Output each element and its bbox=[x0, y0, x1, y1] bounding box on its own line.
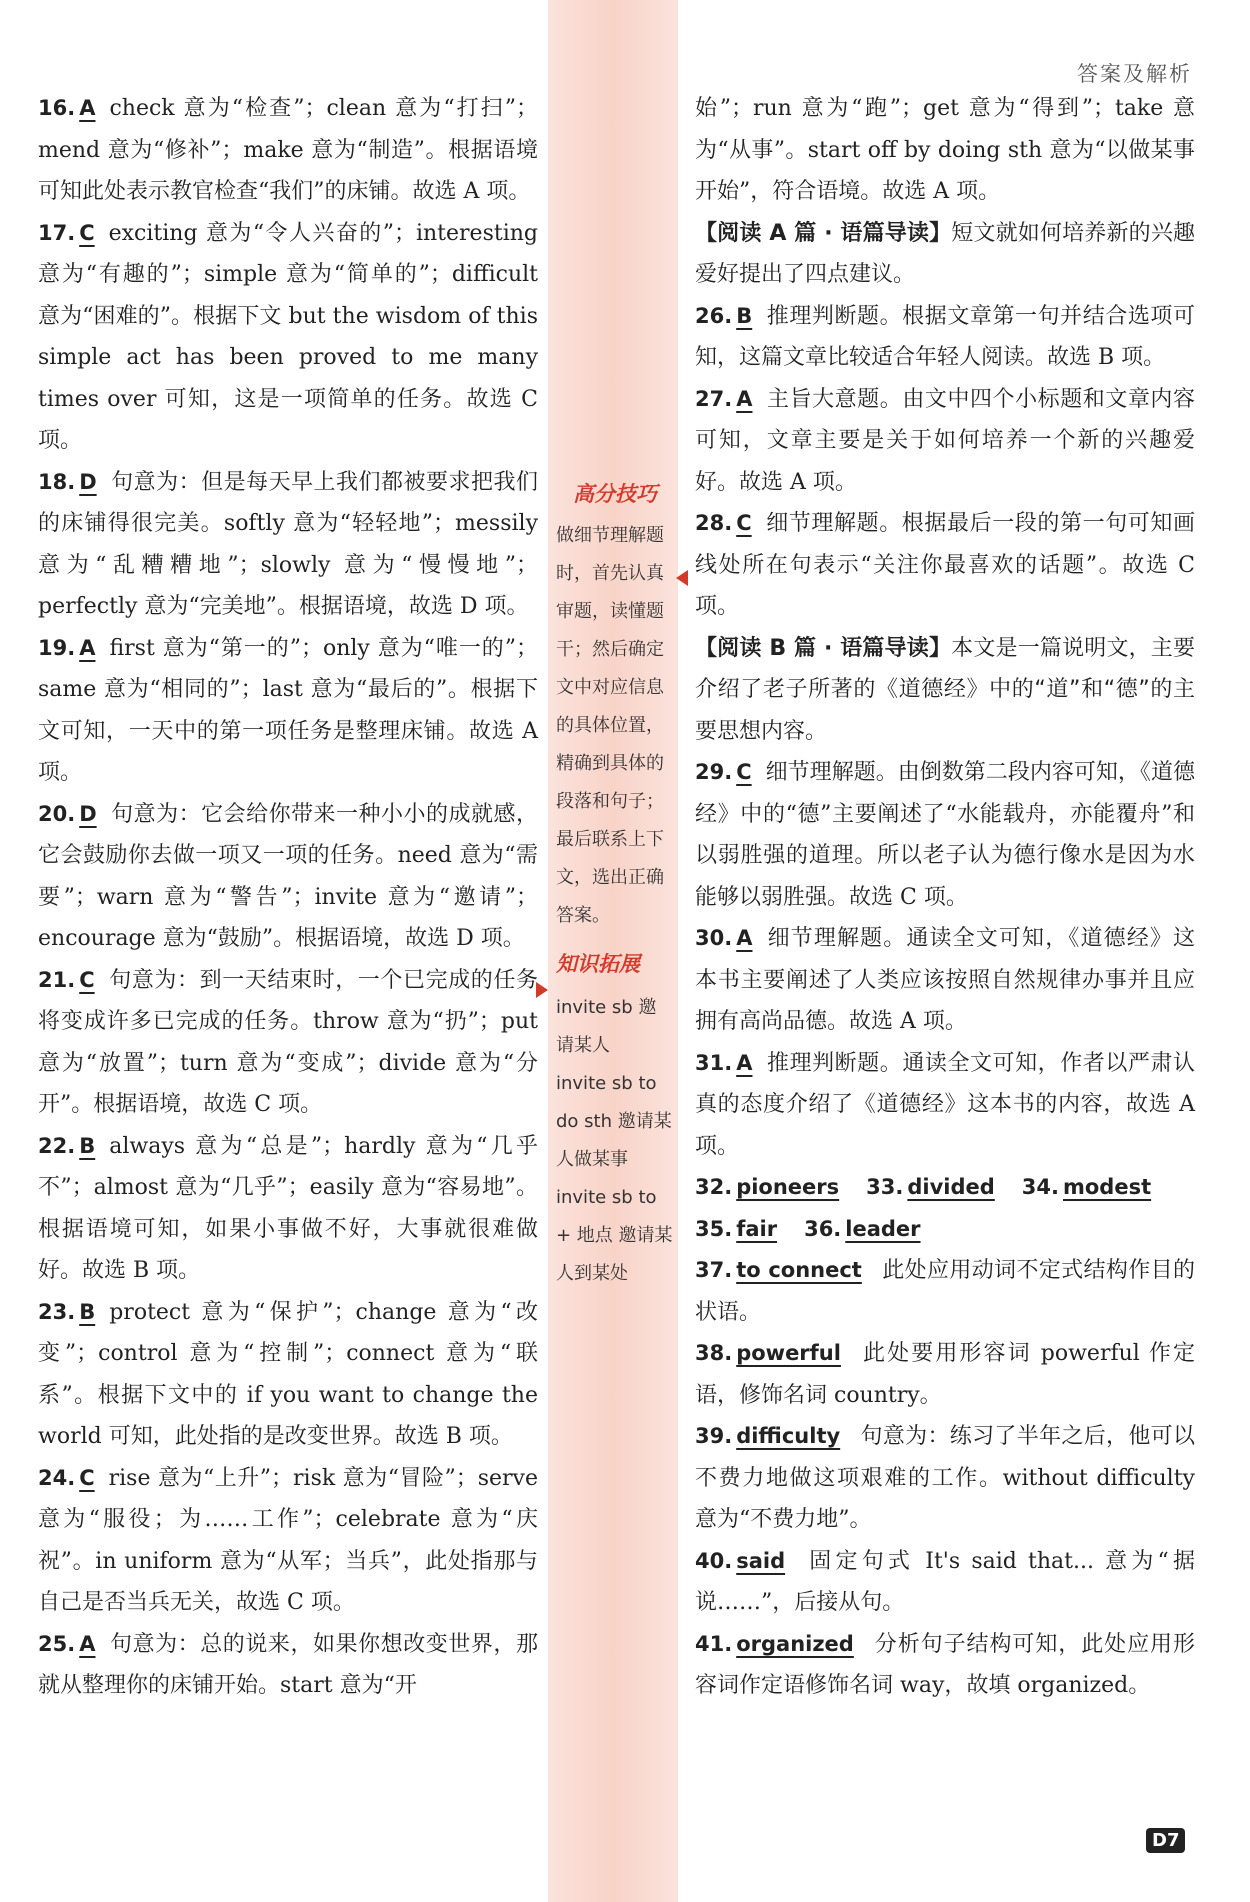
question-number: 39. bbox=[695, 1424, 733, 1448]
answer-letter: difficulty bbox=[736, 1424, 841, 1448]
answer-letter: B bbox=[79, 1133, 96, 1158]
answer-item bbox=[695, 1250, 1195, 1333]
answer-item bbox=[38, 213, 538, 462]
question-number: 27. bbox=[695, 386, 733, 411]
question-number: 41. bbox=[695, 1631, 733, 1656]
answer-letter: B bbox=[736, 303, 753, 328]
continuation-text: 始”；run 意为“跑”；get 意为“得到”；take 意为“从事”。start off by doing sth 意为“以做某事开始”，符合语境。故选 A 项。 bbox=[695, 96, 1195, 204]
explanation-text: 固定句式 It's said that... 意为“据说……”，后接从句。 bbox=[695, 1548, 1195, 1615]
answer-item bbox=[38, 1624, 538, 1707]
question-number: 18. bbox=[38, 469, 76, 494]
fill-answer: divided bbox=[907, 1175, 995, 1199]
page-header: 答案及解析 bbox=[1077, 62, 1192, 86]
question-number: 40. bbox=[695, 1548, 733, 1573]
answer-letter: D bbox=[79, 801, 97, 826]
question-number: 36. bbox=[804, 1216, 842, 1241]
fill-answer: fair bbox=[736, 1216, 778, 1241]
answer-item bbox=[38, 960, 538, 1126]
answer-item bbox=[695, 752, 1195, 918]
question-number: 20. bbox=[38, 801, 76, 826]
question-number: 35. bbox=[695, 1216, 733, 1241]
tip-title-high-score: 高分技巧 bbox=[573, 481, 657, 506]
guide-a bbox=[695, 213, 1195, 296]
fill-answer: modest bbox=[1063, 1175, 1152, 1199]
explanation-text: check 意为“检查”；clean 意为“打扫”；mend 意为“修补”；make 意为“制造”。根据语境可知此处表示教官检查“我们”的床铺。故选 A 项。 bbox=[38, 96, 538, 204]
explanation-text: 细节理解题。通读全文可知，《道德经》这本书主要阐述了人类应该按照自然规律办事并且应拥有高尚品德。故选 A 项。 bbox=[695, 926, 1195, 1034]
explanation-text: 推理判断题。通读全文可知，作者以严肃认真的态度介绍了《道德经》这本书的内容，故选 A 项。 bbox=[695, 1050, 1195, 1159]
question-number: 33. bbox=[866, 1175, 904, 1199]
answer-item bbox=[38, 628, 538, 794]
answer-letter: A bbox=[736, 1050, 753, 1075]
answer-item bbox=[38, 88, 538, 213]
question-number: 19. bbox=[38, 635, 76, 660]
answer-letter: C bbox=[736, 760, 752, 784]
explanation-text: 句意为：练习了半年之后，他可以不费力地做这项艰难的工作。without difficulty 意为“不费力地”。 bbox=[695, 1424, 1195, 1532]
answer-item bbox=[695, 1624, 1195, 1707]
answer-item bbox=[38, 1292, 538, 1458]
tip-line: invite sb 邀请某人 bbox=[556, 997, 657, 1056]
explanation-text: protect 意为“保护”；change 意为“改变”；control 意为“控制”；connect 意为“联系”。根据下文中的 if you want to change the world 可知，此处指的是改变世界。故选 B 项。 bbox=[38, 1299, 538, 1449]
right-column bbox=[695, 88, 1195, 1707]
explanation-text: 此处要用形容词 powerful 作定语，修饰名词 country。 bbox=[695, 1341, 1195, 1408]
tip-line: invite sb to do sth 邀请某人做某事 bbox=[556, 1073, 672, 1170]
question-number: 25. bbox=[38, 1631, 76, 1656]
answer-item bbox=[695, 379, 1195, 504]
tip-line: invite sb to + 地点 邀请某人到某处 bbox=[556, 1187, 673, 1284]
question-number: 24. bbox=[38, 1465, 76, 1490]
question-number: 34. bbox=[1021, 1175, 1059, 1199]
guide-b-label: 【阅读 B 篇 · 语篇导读】 bbox=[695, 635, 952, 661]
explanation-text: 句意为：总的说来，如果你想改变世界，那就从整理你的床铺开始。start 意为“开 bbox=[38, 1631, 538, 1698]
margin-notes-column bbox=[548, 0, 678, 1902]
answer-letter: A bbox=[736, 926, 753, 950]
explanation-text: 句意为：它会给你带来一种小小的成就感，它会鼓励你去做一项又一项的任务。need 意为“需要”；warn 意为“警告”；invite 意为“邀请”；encourage 意为“鼓励”。根据语境，故选 D 项。 bbox=[38, 801, 538, 951]
answer-item bbox=[38, 1126, 538, 1292]
answer-letter: C bbox=[79, 220, 95, 245]
answer-letter: A bbox=[79, 1631, 96, 1656]
fill-row bbox=[695, 1167, 1195, 1209]
explanation-text: rise 意为“上升”；risk 意为“冒险”；serve 意为“服役；为……工作”；celebrate 意为“庆祝”。in uniform 意为“从军；当兵”，此处指那与自己是否当兵无关，故选 C 项。 bbox=[38, 1465, 538, 1615]
question-number: 37. bbox=[695, 1258, 733, 1282]
guide-a-label: 【阅读 A 篇 · 语篇导读】 bbox=[695, 220, 952, 246]
explanation-text: first 意为“第一的”；only 意为“唯一的”；same 意为“相同的”；last 意为“最后的”。根据下文可知，一天中的第一项任务是整理床铺。故选 A 项。 bbox=[38, 635, 538, 785]
guide-a-text: 短文就如何培养新的兴趣爱好提出了四点建议。 bbox=[695, 220, 1195, 287]
question-number: 26. bbox=[695, 303, 733, 328]
tip-text-high-score: 做细节理解题时，首先认真审题，读懂题干；然后确定文中对应信息的具体位置，精确到具体的段落和句子；最后联系上下文，选出正确答案。 bbox=[556, 525, 664, 926]
answer-letter: B bbox=[79, 1299, 96, 1324]
explanation-text: 句意为：但是每天早上我们都被要求把我们的床铺得很完美。softly 意为“轻轻地”；messily 意为“乱糟糟地”；slowly 意为“慢慢地”；perfectly 意为“完美地”。根据语境，故选 D 项。 bbox=[38, 469, 538, 619]
answer-letter: said bbox=[736, 1548, 786, 1573]
answer-letter: C bbox=[79, 1465, 95, 1490]
tip-title-knowledge: 知识拓展 bbox=[556, 951, 640, 976]
explanation-text: 主旨大意题。由文中四个小标题和文章内容可知，文章主要是关于如何培养一个新的兴趣爱好。故选 A 项。 bbox=[695, 386, 1195, 495]
answer-letter: D bbox=[79, 469, 97, 494]
question-number: 17. bbox=[38, 220, 76, 245]
answer-item bbox=[695, 296, 1195, 379]
question-number: 23. bbox=[38, 1299, 76, 1324]
question-number: 22. bbox=[38, 1133, 76, 1158]
fill-answer: leader bbox=[845, 1216, 921, 1241]
question-number: 38. bbox=[695, 1341, 733, 1365]
question-number: 31. bbox=[695, 1050, 733, 1075]
answer-item bbox=[695, 918, 1195, 1043]
answer-item bbox=[695, 1416, 1195, 1541]
fill-row bbox=[695, 1209, 1195, 1251]
answer-item bbox=[695, 1541, 1195, 1624]
answer-letter: A bbox=[79, 635, 96, 660]
explanation-text: 此处应用动词不定式结构作目的状语。 bbox=[695, 1258, 1195, 1325]
explanation-text: 推理判断题。根据文章第一句并结合选项可知，这篇文章比较适合年轻人阅读。故选 B 项。 bbox=[695, 303, 1195, 370]
question-number: 32. bbox=[695, 1175, 733, 1199]
answer-letter: to connect bbox=[736, 1258, 862, 1282]
answer-item bbox=[695, 1043, 1195, 1168]
explanation-text: 分析句子结构可知，此处应用形容词作定语修饰名词 way，故填 organized。 bbox=[695, 1631, 1195, 1698]
guide-b-text: 本文是一篇说明文，主要介绍了老子所著的《道德经》中的“道”和“德”的主要思想内容。 bbox=[695, 635, 1195, 744]
explanation-text: always 意为“总是”；hardly 意为“几乎不”；almost 意为“几乎”；easily 意为“容易地”。根据语境可知，如果小事做不好，大事就很难做好。故选 B 项。 bbox=[38, 1133, 538, 1283]
answer-item bbox=[38, 462, 538, 628]
answer-item bbox=[695, 503, 1195, 628]
question-number: 28. bbox=[695, 511, 733, 535]
fill-answer: pioneers bbox=[736, 1175, 840, 1199]
answer-letter: organized bbox=[736, 1631, 854, 1656]
question-number: 21. bbox=[38, 967, 76, 992]
arrow-left-icon bbox=[676, 570, 688, 586]
left-column bbox=[38, 88, 538, 1707]
answer-letter: A bbox=[736, 386, 753, 411]
answer-letter: A bbox=[79, 96, 96, 120]
guide-b bbox=[695, 628, 1195, 753]
answer-letter: C bbox=[79, 967, 95, 992]
explanation-text: 细节理解题。根据最后一段的第一句可知画线处所在句表示“关注你最喜欢的话题”。故选 C 项。 bbox=[695, 511, 1195, 619]
answer-letter: powerful bbox=[736, 1341, 841, 1365]
question-number: 16. bbox=[38, 96, 76, 120]
page-number: D7 bbox=[1146, 1828, 1185, 1853]
answer-item bbox=[695, 1333, 1195, 1416]
question-number: 30. bbox=[695, 926, 733, 950]
answer-letter: C bbox=[736, 511, 752, 535]
question-number: 29. bbox=[695, 760, 733, 784]
answer-item bbox=[38, 1458, 538, 1624]
explanation-text: 句意为：到一天结束时，一个已完成的任务将变成许多已完成的任务。throw 意为“扔”；put 意为“放置”；turn 意为“变成”；divide 意为“分开”。根据语境，故选 C 项。 bbox=[38, 967, 538, 1117]
explanation-text: exciting 意为“令人兴奋的”；interesting 意为“有趣的”；simple 意为“简单的”；difficult 意为“困难的”。根据下文 but the wisdom of this simple act has been proved to me many times over 可知，这是一项简单的任务。故选 C 项。 bbox=[38, 220, 538, 453]
answer-item bbox=[38, 794, 538, 960]
explanation-text: 细节理解题。由倒数第二段内容可知，《道德经》中的“德”主要阐述了“水能载舟，亦能覆舟”和以弱胜强的道理。所以老子认为德行像水是因为水能够以弱胜强。故选 C 项。 bbox=[695, 760, 1195, 910]
